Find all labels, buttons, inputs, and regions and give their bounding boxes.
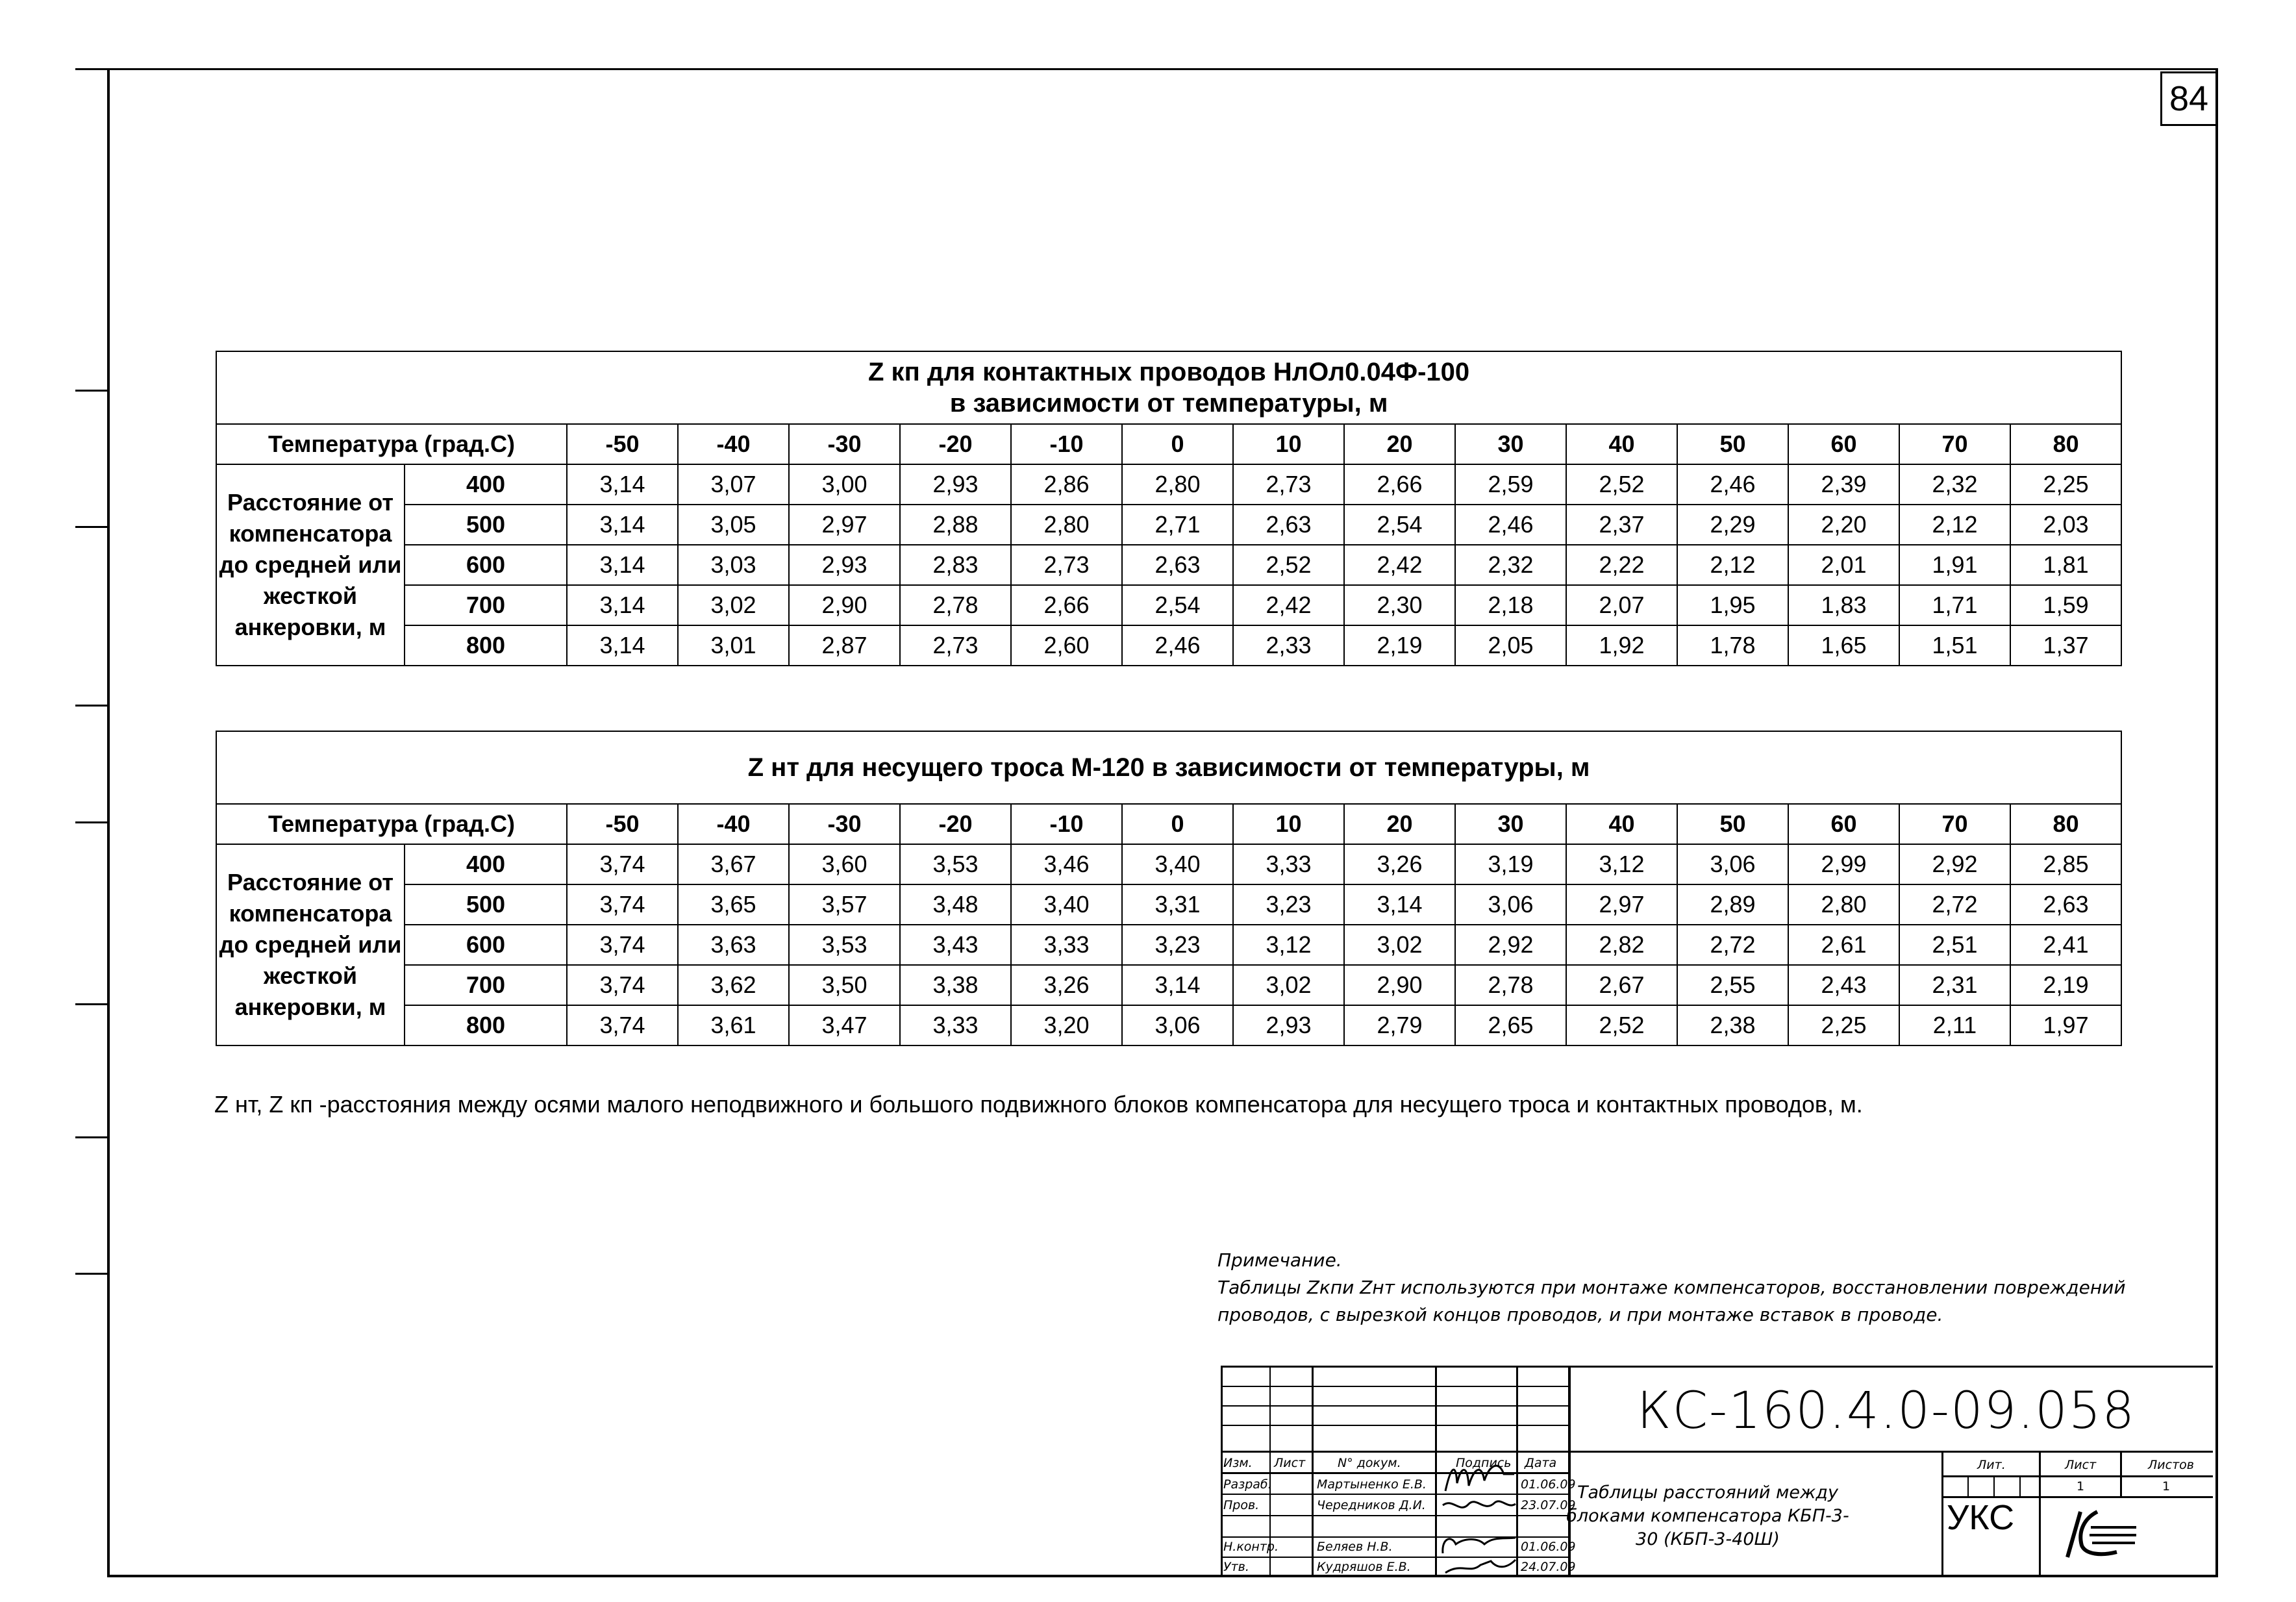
value-cell: 3,23 (1122, 925, 1233, 965)
temperature-cell: 40 (1566, 804, 1677, 844)
value-cell: 1,92 (1566, 625, 1677, 666)
distance-cell: 800 (405, 625, 567, 666)
sign-date: 23.07.09 (1521, 1498, 1576, 1512)
value-cell: 2,97 (789, 505, 900, 545)
stamp-header: Дата (1525, 1456, 1557, 1470)
table-row (216, 464, 2121, 505)
value-cell: 2,38 (1677, 1005, 1788, 1045)
person-name: Кудряшов Е.В. (1317, 1560, 1411, 1574)
temperature-cell: 40 (1566, 424, 1677, 464)
signature-approver (1441, 1556, 1518, 1577)
distance-cell: 600 (405, 545, 567, 585)
value-cell: 1,91 (1899, 545, 2010, 585)
sheets-value: 1 (2162, 1479, 2171, 1494)
temperature-cell: -10 (1011, 424, 1122, 464)
temperature-header: Температура (град.С) (216, 424, 567, 464)
value-cell: 2,79 (1344, 1005, 1455, 1045)
temperature-cell: 0 (1122, 804, 1233, 844)
value-cell: 2,52 (1566, 464, 1677, 505)
value-cell: 3,26 (1344, 844, 1455, 884)
value-cell: 2,82 (1566, 925, 1677, 965)
value-cell: 1,65 (1788, 625, 1899, 666)
value-cell: 3,63 (678, 925, 789, 965)
value-cell: 2,30 (1344, 585, 1455, 625)
value-cell: 2,92 (1455, 925, 1566, 965)
value-cell: 3,01 (678, 625, 789, 666)
distance-cell: 400 (405, 844, 567, 884)
legend-text: Z нт, Z кп -расстояния между осями малого неподвижного и большого подвижного блоков компенсатора для несущего троса и контактных проводов, м. (214, 1091, 1863, 1118)
value-cell: 2,93 (789, 545, 900, 585)
value-cell: 2,92 (1899, 844, 2010, 884)
value-cell: 2,12 (1677, 545, 1788, 585)
value-cell: 3,47 (789, 1005, 900, 1045)
temperature-cell: 0 (1122, 424, 1233, 464)
value-cell: 2,83 (900, 545, 1011, 585)
temperature-cell: 20 (1344, 424, 1455, 464)
temperature-cell: -10 (1011, 804, 1122, 844)
value-cell: 2,66 (1011, 585, 1122, 625)
document-code: КС-160.4.0-09.058 (1637, 1382, 2136, 1440)
value-cell: 2,01 (1788, 545, 1899, 585)
value-cell: 3,31 (1122, 884, 1233, 925)
value-cell: 2,46 (1677, 464, 1788, 505)
binding-tick (75, 1273, 108, 1275)
value-cell: 2,66 (1344, 464, 1455, 505)
stamp-header: Изм. (1223, 1456, 1253, 1470)
sheet-value: 1 (2077, 1479, 2085, 1494)
value-cell: 1,95 (1677, 585, 1788, 625)
temperature-cell: 70 (1899, 804, 2010, 844)
value-cell: 2,46 (1122, 625, 1233, 666)
temperature-cell: -20 (900, 424, 1011, 464)
signature-normcontrol (1439, 1531, 1518, 1557)
value-cell: 2,90 (789, 585, 900, 625)
lit-label: Лит. (1977, 1458, 2006, 1472)
binding-tick (75, 390, 108, 392)
sign-date: 24.07.09 (1521, 1560, 1576, 1574)
document-title: Таблицы расстояний между блоками компенсатора КБП-3-30 (КБП-3-40Ш) (1566, 1483, 1849, 1549)
temperature-cell: 70 (1899, 424, 2010, 464)
value-cell: 2,73 (900, 625, 1011, 666)
value-cell: 2,65 (1455, 1005, 1566, 1045)
signature-developer (1441, 1455, 1519, 1496)
value-cell: 2,37 (1566, 505, 1677, 545)
distance-row-header: Расстояние от компенсатора до средней или жесткой анкеровки, м (216, 844, 405, 1045)
value-cell: 3,20 (1011, 1005, 1122, 1045)
value-cell: 2,63 (1233, 505, 1344, 545)
value-cell: 1,51 (1899, 625, 2010, 666)
temperature-cell: 50 (1677, 424, 1788, 464)
value-cell: 3,14 (1122, 965, 1233, 1005)
value-cell: 3,50 (789, 965, 900, 1005)
note-heading: Примечание. (1217, 1249, 1342, 1271)
value-cell: 2,60 (1011, 625, 1122, 666)
value-cell: 2,97 (1566, 884, 1677, 925)
value-cell: 3,12 (1566, 844, 1677, 884)
value-cell: 2,73 (1233, 464, 1344, 505)
value-cell: 2,54 (1122, 585, 1233, 625)
value-cell: 2,12 (1899, 505, 2010, 545)
value-cell: 2,88 (900, 505, 1011, 545)
value-cell: 2,51 (1899, 925, 2010, 965)
value-cell: 3,02 (678, 585, 789, 625)
value-cell: 2,89 (1677, 884, 1788, 925)
value-cell: 3,14 (567, 545, 678, 585)
table-row (216, 844, 2121, 884)
person-name: Беляев Н.В. (1317, 1540, 1393, 1554)
value-cell: 3,07 (678, 464, 789, 505)
value-cell: 2,72 (1899, 884, 2010, 925)
table-row (216, 965, 2121, 1005)
value-cell: 3,14 (567, 464, 678, 505)
value-cell: 3,02 (1344, 925, 1455, 965)
znt-table-title: Z нт для несущего троса М-120 в зависимости от температуры, м (216, 731, 2121, 804)
temperature-cell: -30 (789, 424, 900, 464)
znt-table (216, 731, 2122, 1046)
distance-cell: 500 (405, 505, 567, 545)
role-label: Н.контр. (1223, 1540, 1279, 1554)
distance-cell: 600 (405, 925, 567, 965)
stamp-header: N° докум. (1338, 1456, 1401, 1470)
value-cell: 2,46 (1455, 505, 1566, 545)
sign-date: 01.06.09 (1521, 1477, 1576, 1492)
value-cell: 3,02 (1233, 965, 1344, 1005)
value-cell: 3,14 (567, 585, 678, 625)
distance-cell: 500 (405, 884, 567, 925)
value-cell: 1,37 (2010, 625, 2121, 666)
binding-tick (75, 1136, 108, 1138)
value-cell: 2,71 (1122, 505, 1233, 545)
value-cell: 2,54 (1344, 505, 1455, 545)
sheet-number: 84 (2160, 71, 2217, 126)
value-cell: 3,14 (1344, 884, 1455, 925)
value-cell: 3,33 (1233, 844, 1344, 884)
value-cell: 2,32 (1455, 545, 1566, 585)
distance-cell: 400 (405, 464, 567, 505)
value-cell: 3,23 (1233, 884, 1344, 925)
value-cell: 2,99 (1788, 844, 1899, 884)
value-cell: 1,97 (2010, 1005, 2121, 1045)
value-cell: 3,53 (789, 925, 900, 965)
value-cell: 1,83 (1788, 585, 1899, 625)
value-cell: 3,61 (678, 1005, 789, 1045)
organization: УКС (1947, 1498, 2015, 1537)
signature-checker (1440, 1495, 1518, 1517)
value-cell: 2,33 (1233, 625, 1344, 666)
binding-tick (75, 705, 108, 707)
temperature-cell: 10 (1233, 424, 1344, 464)
distance-row-header: Расстояние от компенсатора до средней или жесткой анкеровки, м (216, 464, 405, 666)
value-cell: 2,42 (1344, 545, 1455, 585)
binding-tick (75, 821, 108, 823)
value-cell: 3,33 (1011, 925, 1122, 965)
person-name: Чередников Д.И. (1317, 1498, 1426, 1512)
value-cell: 3,65 (678, 884, 789, 925)
value-cell: 3,05 (678, 505, 789, 545)
value-cell: 2,85 (2010, 844, 2121, 884)
value-cell: 1,81 (2010, 545, 2121, 585)
value-cell: 3,00 (789, 464, 900, 505)
value-cell: 3,06 (1677, 844, 1788, 884)
temperature-cell: 80 (2010, 804, 2121, 844)
role-label: Разраб. (1223, 1477, 1272, 1492)
value-cell: 3,06 (1455, 884, 1566, 925)
temperature-cell: 50 (1677, 804, 1788, 844)
temperature-cell: -50 (567, 424, 678, 464)
value-cell: 2,63 (2010, 884, 2121, 925)
value-cell: 2,80 (1011, 505, 1122, 545)
value-cell: 2,03 (2010, 505, 2121, 545)
temperature-cell: 20 (1344, 804, 1455, 844)
value-cell: 3,62 (678, 965, 789, 1005)
value-cell: 2,25 (2010, 464, 2121, 505)
value-cell: 2,90 (1344, 965, 1455, 1005)
temperature-cell: -50 (567, 804, 678, 844)
value-cell: 3,48 (900, 884, 1011, 925)
value-cell: 3,03 (678, 545, 789, 585)
value-cell: 2,07 (1566, 585, 1677, 625)
organization-logo (2058, 1505, 2143, 1561)
stamp-header: Лист (1274, 1456, 1306, 1470)
note-line: проводов, с вырезкой концов проводов, и при монтаже вставок в проводе. (1217, 1304, 1943, 1325)
value-cell: 2,41 (2010, 925, 2121, 965)
temperature-cell: 80 (2010, 424, 2121, 464)
value-cell: 2,78 (900, 585, 1011, 625)
value-cell: 2,73 (1011, 545, 1122, 585)
value-cell: 2,52 (1566, 1005, 1677, 1045)
temperature-cell: -20 (900, 804, 1011, 844)
value-cell: 1,78 (1677, 625, 1788, 666)
value-cell: 3,60 (789, 844, 900, 884)
table-row (216, 505, 2121, 545)
value-cell: 3,19 (1455, 844, 1566, 884)
value-cell: 2,93 (900, 464, 1011, 505)
stamp-header: Подпись (1456, 1456, 1512, 1470)
value-cell: 2,22 (1566, 545, 1677, 585)
person-name: Мартыненко Е.В. (1317, 1477, 1427, 1492)
value-cell: 2,18 (1455, 585, 1566, 625)
value-cell: 3,74 (567, 844, 678, 884)
zkp-table-title (216, 351, 2121, 424)
value-cell: 2,78 (1455, 965, 1566, 1005)
value-cell: 2,43 (1788, 965, 1899, 1005)
value-cell: 2,93 (1233, 1005, 1344, 1045)
distance-cell: 700 (405, 965, 567, 1005)
value-cell: 2,59 (1455, 464, 1566, 505)
value-cell: 2,52 (1233, 545, 1344, 585)
value-cell: 3,33 (900, 1005, 1011, 1045)
value-cell: 2,72 (1677, 925, 1788, 965)
value-cell: 3,46 (1011, 844, 1122, 884)
binding-tick (75, 526, 108, 528)
sheet-label: Лист (2065, 1458, 2097, 1472)
value-cell: 2,67 (1566, 965, 1677, 1005)
zkp-table (216, 351, 2122, 666)
note-line: Таблицы Zкпи Zнт используются при монтаже компенсаторов, восстановлении повреждений (1217, 1277, 2126, 1298)
binding-tick (75, 1003, 108, 1005)
value-cell: 2,29 (1677, 505, 1788, 545)
table-row (216, 585, 2121, 625)
table-row (216, 625, 2121, 666)
distance-cell: 800 (405, 1005, 567, 1045)
value-cell: 2,80 (1788, 884, 1899, 925)
sign-date: 01.06.09 (1521, 1540, 1576, 1554)
value-cell: 3,53 (900, 844, 1011, 884)
value-cell: 3,40 (1122, 844, 1233, 884)
value-cell: 2,19 (2010, 965, 2121, 1005)
value-cell: 3,38 (900, 965, 1011, 1005)
value-cell: 2,39 (1788, 464, 1899, 505)
value-cell: 3,14 (567, 625, 678, 666)
value-cell: 3,12 (1233, 925, 1344, 965)
role-label: Пров. (1223, 1498, 1260, 1512)
value-cell: 2,61 (1788, 925, 1899, 965)
title-block (1221, 1366, 2213, 1577)
value-cell: 3,40 (1011, 884, 1122, 925)
sheets-label: Листов (2148, 1458, 2194, 1472)
temperature-cell: 60 (1788, 804, 1899, 844)
value-cell: 3,06 (1122, 1005, 1233, 1045)
value-cell: 2,19 (1344, 625, 1455, 666)
value-cell: 3,57 (789, 884, 900, 925)
temperature-cell: 10 (1233, 804, 1344, 844)
temperature-cell: -30 (789, 804, 900, 844)
zkp-title-line2: в зависимости от температуры, м (949, 389, 1388, 418)
value-cell: 3,74 (567, 884, 678, 925)
temperature-cell: 30 (1455, 804, 1566, 844)
table-row (216, 1005, 2121, 1045)
value-cell: 2,80 (1122, 464, 1233, 505)
temperature-cell: 60 (1788, 424, 1899, 464)
value-cell: 2,20 (1788, 505, 1899, 545)
value-cell: 2,05 (1455, 625, 1566, 666)
role-label: Утв. (1223, 1560, 1249, 1574)
value-cell: 3,74 (567, 1005, 678, 1045)
value-cell: 2,25 (1788, 1005, 1899, 1045)
zkp-title-line1: Z кп для контактных проводов НлОл0.04Ф-100 (868, 358, 1470, 386)
value-cell: 2,87 (789, 625, 900, 666)
value-cell: 2,63 (1122, 545, 1233, 585)
value-cell: 2,32 (1899, 464, 2010, 505)
temperature-cell: 30 (1455, 424, 1566, 464)
temperature-header: Температура (град.С) (216, 804, 567, 844)
value-cell: 3,26 (1011, 965, 1122, 1005)
value-cell: 1,71 (1899, 585, 2010, 625)
table-row (216, 545, 2121, 585)
value-cell: 3,43 (900, 925, 1011, 965)
table-row (216, 884, 2121, 925)
value-cell: 2,31 (1899, 965, 2010, 1005)
value-cell: 2,42 (1233, 585, 1344, 625)
value-cell: 1,59 (2010, 585, 2121, 625)
value-cell: 3,74 (567, 925, 678, 965)
value-cell: 3,14 (567, 505, 678, 545)
table-row (216, 925, 2121, 965)
temperature-cell: -40 (678, 424, 789, 464)
value-cell: 2,86 (1011, 464, 1122, 505)
note-block (1217, 1247, 2126, 1329)
value-cell: 2,55 (1677, 965, 1788, 1005)
temperature-cell: -40 (678, 804, 789, 844)
distance-cell: 700 (405, 585, 567, 625)
value-cell: 2,11 (1899, 1005, 2010, 1045)
value-cell: 3,74 (567, 965, 678, 1005)
value-cell: 3,67 (678, 844, 789, 884)
